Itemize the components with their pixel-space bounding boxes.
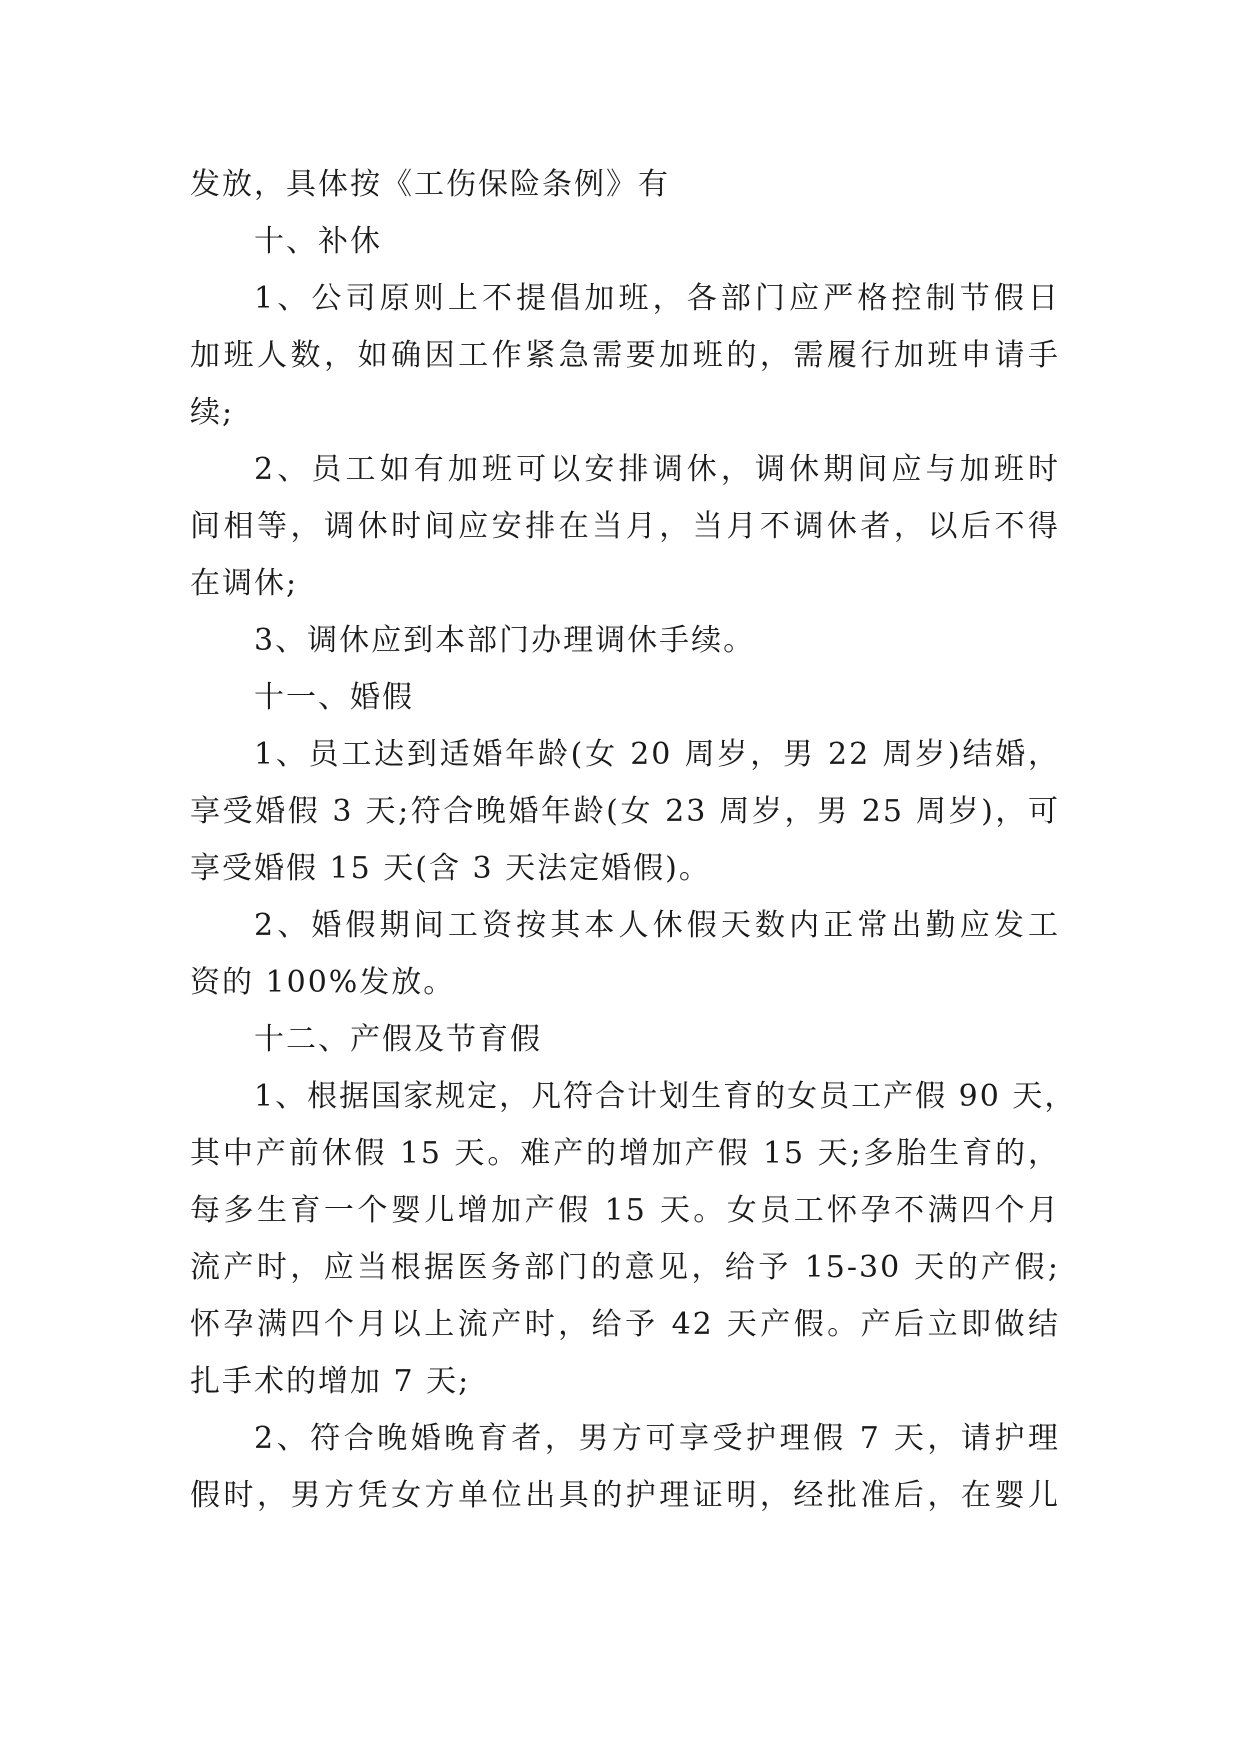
text-line: 每多生育一个婴儿增加产假 15 天。女员工怀孕不满四个月 (190, 1193, 1060, 1228)
text-line: 假时，男方凭女方单位出具的护理证明，经批准后，在婴儿 (190, 1478, 1060, 1513)
text-line: 扎手术的增加 7 天; (190, 1364, 471, 1399)
section-heading: 十二、产假及节育假 (254, 1022, 542, 1057)
text-line: 其中产前休假 15 天。难产的增加产假 15 天;多胎生育的， (190, 1136, 1060, 1171)
section-heading: 十一、婚假 (254, 680, 414, 715)
text-line: 怀孕满四个月以上流产时，给予 42 天产假。产后立即做结 (190, 1307, 1060, 1342)
text-line: 2、婚假期间工资按其本人休假天数内正常出勤应发工 (254, 908, 1060, 943)
text-line: 享受婚假 15 天(含 3 天法定婚假)。 (190, 851, 711, 886)
text-line: 1、根据国家规定，凡符合计划生育的女员工产假 90 天， (254, 1079, 1077, 1114)
text-line: 1、员工达到适婚年龄(女 20 周岁，男 22 周岁)结婚， (254, 737, 1060, 772)
text-line: 在调休; (190, 566, 299, 601)
text-line: 加班人数，如确因工作紧急需要加班的，需履行加班申请手 (190, 338, 1060, 373)
text-line: 续; (190, 395, 235, 430)
text-line: 发放，具体按《工伤保险条例》有 (190, 167, 670, 202)
text-line: 资的 100%发放。 (190, 965, 456, 1000)
text-line: 间相等，调休时间应安排在当月，当月不调休者，以后不得 (190, 509, 1060, 544)
text-line: 3、调休应到本部门办理调休手续。 (254, 623, 756, 658)
text-line: 2、符合晚婚晚育者，男方可享受护理假 7 天，请护理 (254, 1421, 1060, 1456)
text-line: 流产时，应当根据医务部门的意见，给予 15-30 天的产假; (190, 1250, 1060, 1285)
text-line: 1、公司原则上不提倡加班，各部门应严格控制节假日 (254, 281, 1060, 316)
text-line: 2、员工如有加班可以安排调休，调休期间应与加班时 (254, 452, 1060, 487)
section-heading: 十、补休 (254, 224, 382, 259)
text-line: 享受婚假 3 天;符合晚婚年龄(女 23 周岁，男 25 周岁)，可 (190, 794, 1060, 829)
